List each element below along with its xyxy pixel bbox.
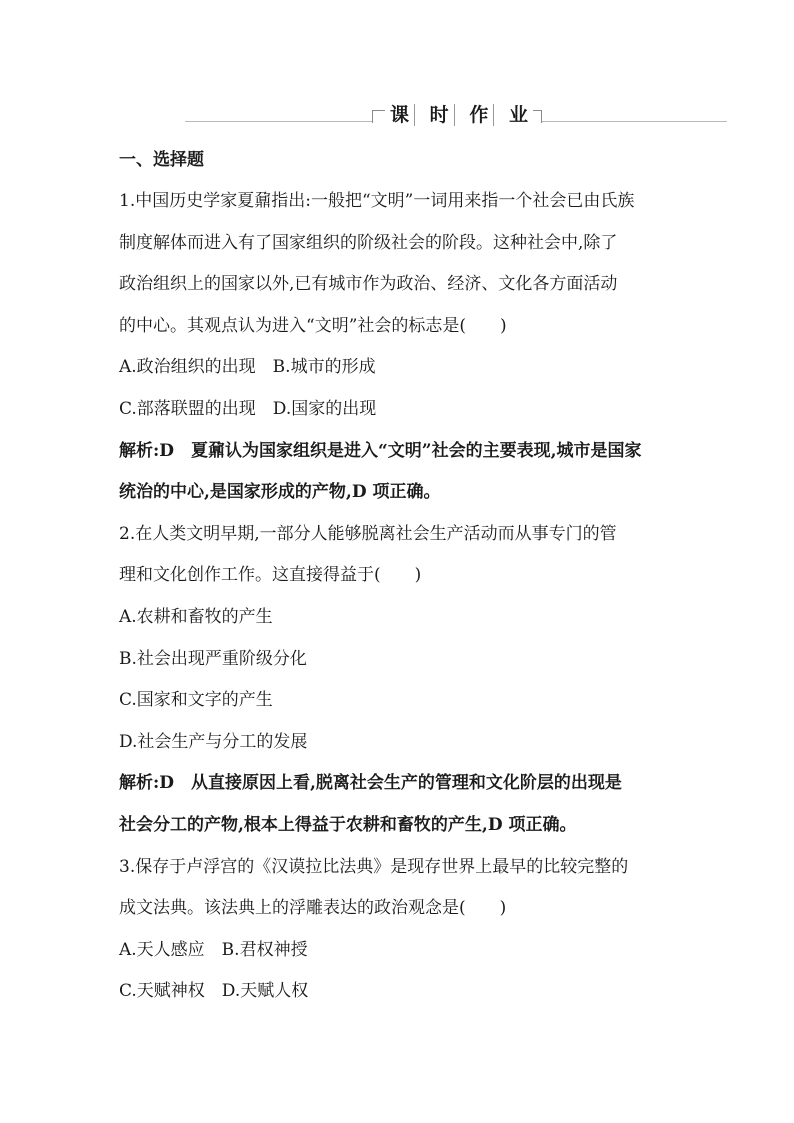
option-line: C.部落联盟的出现 D.国家的出现 — [119, 398, 377, 419]
question-stem-line: 的中心。其观点认为进入“文明”社会的标志是( ) — [119, 315, 507, 336]
question-stem-line: 制度解体而进入有了国家组织的阶级社会的阶段。这种社会中,除了 — [119, 232, 618, 253]
question-2 — [119, 514, 679, 847]
question-1 — [119, 181, 679, 514]
question-stem-line: 2.在人类文明早期,一部分人能够脱离社会生产活动而从事专门的管 — [119, 523, 617, 544]
option-line: C.天赋神权 D.天赋人权 — [119, 981, 309, 1002]
header-title-char: 业 — [508, 104, 528, 126]
question-stem-line: 理和文化创作工作。这直接得益于( ) — [119, 565, 422, 586]
question-stem-line: 政治组织上的国家以外,已有城市作为政治、经济、文化各方面活动 — [119, 274, 618, 295]
page-header — [185, 100, 727, 136]
question-stem-line: 1.中国历史学家夏鼐指出:一般把“文明”一词用来指一个社会已由氏族 — [119, 191, 635, 211]
analysis-line: 统治的中心,是国家形成的产物,D 项正确。 — [119, 482, 441, 503]
option-line: C.国家和文字的产生 — [119, 690, 273, 711]
option-line: A.农耕和畜牧的产生 — [119, 606, 273, 627]
option-line: D.社会生产与分工的发展 — [119, 731, 308, 752]
header-title — [385, 102, 533, 128]
document-body — [119, 140, 679, 1013]
question-stem-line: 3.保存于卢浮宫的《汉谟拉比法典》是现存世界上最早的比较完整的 — [119, 856, 629, 877]
header-title-char: 时 — [425, 104, 455, 126]
option-line: B.社会出现严重阶级分化 — [119, 648, 307, 669]
question-3 — [119, 847, 679, 1013]
option-line: A.天人感应 B.君权神授 — [119, 939, 308, 960]
section-title: 一、选择题 — [119, 150, 204, 170]
analysis-line: 解析:D 夏鼐认为国家组织是进入“文明”社会的主要表现,城市是国家 — [119, 440, 642, 461]
analysis-line: 解析:D 从直接原因上看,脱离社会生产的管理和文化阶层的出现是 — [119, 773, 622, 794]
question-stem-line: 成文法典。该法典上的浮雕表达的政治观念是( ) — [119, 898, 507, 919]
header-title-char: 课 — [385, 104, 415, 126]
option-line: A.政治组织的出现 B.城市的形成 — [119, 357, 376, 378]
header-title-char: 作 — [464, 104, 494, 126]
analysis-line: 社会分工的产物,根本上得益于农耕和畜牧的产生,D 项正确。 — [119, 814, 577, 835]
